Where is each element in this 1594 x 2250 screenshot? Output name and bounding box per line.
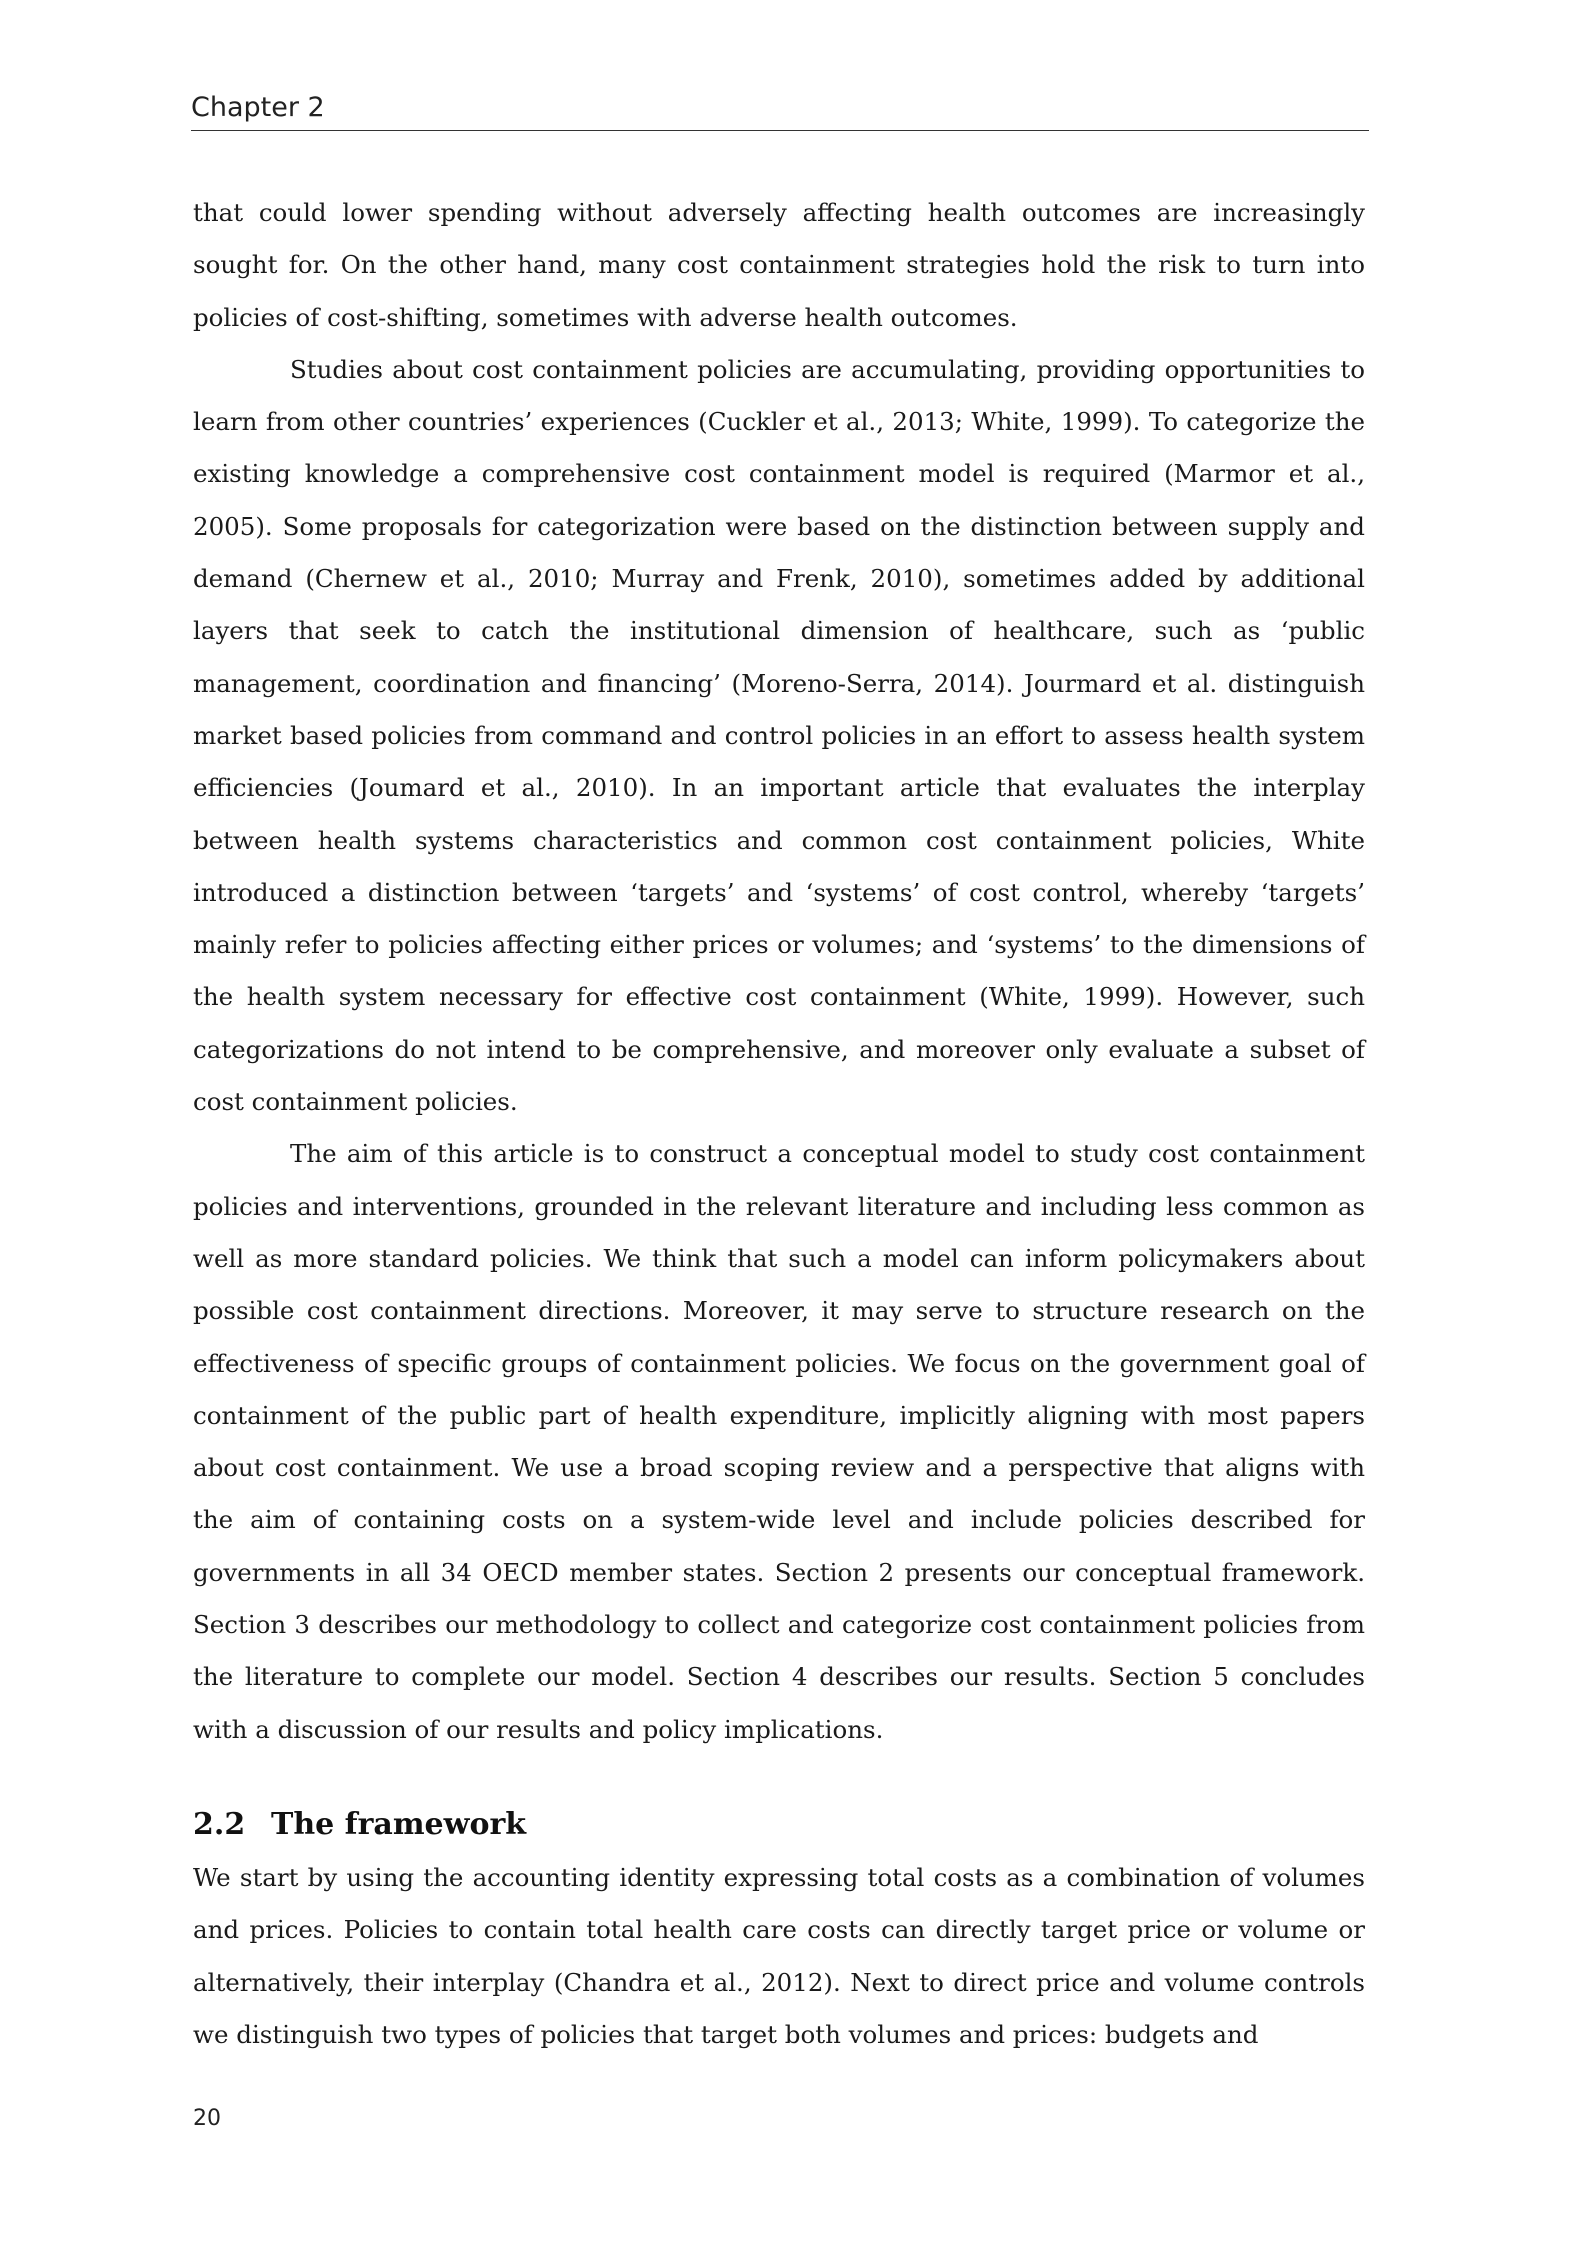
section-title: The framework: [271, 1806, 527, 1842]
paragraph-aim: The aim of this article is to construct a conceptual model to study cost containment policies and interventions, grounded in the relevant literature and including less common as well as more standard policies. We think that such a model can inform policymakers about possible cost containment directions. Moreover, it may serve to structure research on the effectiveness of specific groups of containment policies. We focus on the government goal of containment of the public part of health expenditure, implicitly aligning with most papers about cost containment. We use a broad scoping review and a perspective that aligns with the aim of containing costs on a system-wide level and include policies described for governments in all 34 OECD member states. Section 2 presents our conceptual framework. Section 3 describes our methodology to collect and categorize cost containment policies from the literature to complete our model. Section 4 describes our results. Section 5 concludes with a discussion of our results and policy implications.: [193, 1139, 1365, 1744]
paragraph-framework: We start by using the accounting identity expressing total costs as a combination of volumes and prices. Policies to contain total health care costs can directly target price or volume or alternatively, their interplay (Chandra et al., 2012). Next to direct price and volume controls we distinguish two types of policies that target both volumes and prices: budgets and: [193, 1862, 1365, 2049]
running-header: [191, 92, 1369, 131]
section-number: 2.2: [193, 1806, 246, 1842]
section-heading: [193, 1798, 1365, 1852]
body-text: [193, 187, 1365, 2061]
page-number: 20: [193, 2106, 221, 2131]
paragraph-continuation: that could lower spending without adversely affecting health outcomes are increasingly sought for. On the other hand, many cost containment strategies hold the risk to turn into policies of cost-shifting, sometimes with adverse health outcomes.: [193, 198, 1365, 332]
paragraph-categorization: Studies about cost containment policies are accumulating, providing opportunities to learn from other countries’ experiences (Cuckler et al., 2013; White, 1999). To categorize the existing knowledge a comprehensive cost containment model is required (Marmor et al., 2005). Some proposals for categorization were based on the distinction between supply and demand (Chernew et al., 2010; Murray and Frenk, 2010), sometimes added by additional layers that seek to catch the institutional dimension of healthcare, such as ‘public management, coordination and financing’ (Moreno-Serra, 2014). Jourmard et al. distinguish market based policies from command and control policies in an effort to assess health system efficiencies (Joumard et al., 2010). In an important article that evaluates the interplay between health systems characteristics and common cost containment policies, White introduced a distinction between ‘targets’ and ‘systems’ of cost control, whereby ‘targets’ mainly refer to policies affecting either prices or volumes; and ‘systems’ to the dimensions of the health system necessary for effective cost containment (White, 1999). However, such categorizations do not intend to be comprehensive, and moreover only evaluate a subset of cost containment policies.: [193, 354, 1365, 1117]
chapter-label: Chapter 2: [191, 92, 325, 123]
